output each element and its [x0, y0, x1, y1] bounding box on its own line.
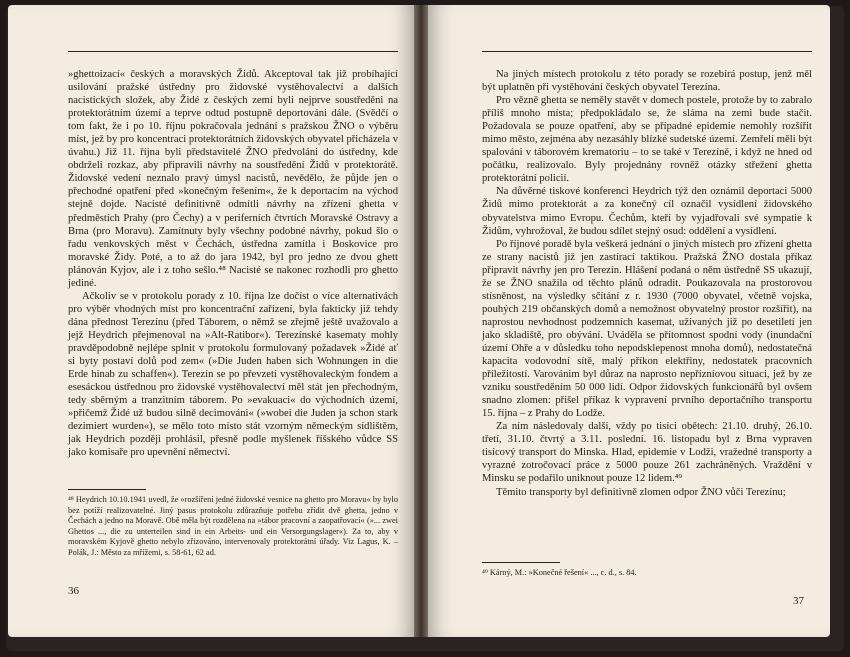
- footnote-48: ⁴⁸ Heydrich 10.10.1941 uvedl, že »rozšíření jedné židovské vesnice na ghetto pro Moravu« by bylo bez potíží realizovatelné. Jiný pasus protokolu zdůrazňuje potřebu zřídit dvě ghetta, jedno v Čechách a jedno na Moravě. Obě měla být rozdělena na »tábor pracovní a zaopatřovací« (»... zwei Ghettos ..., die zu unterteilen sind in ein Arbeits- und ein Versorgungslager«). Za to, aby v moravském Kyjově ghetto nebylo zřizováno, intervenovaly protektorátní úřady. Viz Lagus, K. – Polák, J.: Město za mřížemi, s. 58-61, 62 ad.: [68, 495, 398, 557]
- left-page: [8, 5, 414, 637]
- footnote-rule: [68, 489, 146, 490]
- paragraph: Na jiných místech protokolu z této porady se rozebírá postup, jenž měl být uplatněn při vystěhování českých obyvatel Terezína.: [482, 69, 812, 94]
- right-body-text: [482, 68, 812, 499]
- paragraph: »ghettoizací« českých a moravských Židů. Akceptoval tak již probíhající usilování pražské ústředny pro židovské vystěhovalectví a dalších nacistických složek, aby Židé z českých zemí byli nejprve soustředěni na protektorátním území a teprve odtud postupně deportováni dále. (Svědčí o tom fakt, že i po 10. říjnu pokračovala jednání s pražskou ŽNO o výběru míst, jež by pro koncentraci protektorátních židovských obyvatel přicházela v úvahu.) Již 11. října byli představitelé ŽNO předvoláni do ústředny, kde obdrželi rozkaz, aby připravili návrhy na soustředění Židů v protektorátě. Židovské vedení neznalo pravý úmysl nacistů, nevědělo, že půjde jen o přechodné opatření před »konečným řešením«, že k deportacím na východ stejně dojde. Nacisté definitivně odmítli návrhy na zřízení ghetta v předměstích Prahy (pro Čechy) a v periferních čtvrtích Moravské Ostravy a Brna (pro Moravu). Zamítnuty byly všechny podobné návrhy, pokud šlo o řadu venkovských měst v Čechách, ústředna zamítla i Boskovice pro moravské Židy. Poté, a to až do jara 1942, byl pro jedno ze dvou ghett plánován Kyjov, ale i z toho sešlo.⁴⁸ Nacisté se nakonec rozhodli pro ghetto jediné.: [68, 69, 398, 289]
- right-page: [428, 5, 830, 637]
- paragraph: Ačkoliv se v protokolu porady z 10. října lze dočíst o více alternativách pro výběr vhodných míst pro koncentrační zařízení, byla fakticky již tehdy dána přednost Terezínu (před Táborem, o němž se zřejmě ještě uvažovalo a jejž Heydrich přejmenoval na »Alt-Ratibor«). Terezínské kasematy mohly pravděpodobně nejlépe splnit v protokolu formulovaný požadavek »Židé ať si byty postaví dolů pod zem« (»Die Juden haben sich Wohnungen in die Erde hinab zu schaffen«). Terezín se po převzetí vystěhovaleckým fondem a esesáckou ústřednou pro židovské vystěhovalectví měl stát jen přechodným, tedy sběrným a tranzitním táborem. Po »evakuaci« do východních území, »přičemž Židé už budou silně decimováni« (»wobei die Juden ja schon stark dezimiert wurden«), se mělo toto místo stát vzorným německým sídlištěm, jak Heydrich později prohlásil, přesně podle myšlenek říšského vůdce SS jako komisaře pro upevnění němectví.: [68, 290, 398, 459]
- left-body-text: [68, 68, 398, 459]
- paragraph: Těmito transporty byl definitivně zlomen odpor ŽNO vůči Terezínu;: [496, 486, 786, 498]
- left-footnote: [68, 495, 398, 559]
- paragraph: Po říjnové poradě byla veškerá jednání o jiných místech pro zřízení ghetta ze strany nacistů již jen zastírací taktikou. Pražská ŽNO dostala příkaz připravit návrhy jen pro Terezín. Hlášení podaná o něm ústředně SS ukazují, že se ŽNO snažila od těchto plánů odradit. Poukazovala na prostorovou stísněnost, na výsledky sčítání z r. 1930 (7000 obyvatel, včetně vojska, pouhých 219 občanských domů a nemožnost obyvatelný prostor rozšířit), na naprostou nevhodnost podzemních kasemat, užívaných již po desetiletí jen jako skladiště, pro obývání. Uváděla se přítomnost spodní vody (inundační území Ohře a v důsledku toho nepodsklepenost mnoha domů), nedostatečná kapacita vodovodní sítě, malý příkon elektřiny, nedostatek pracovních příležitostí. Varovánim byl důraz na naprosto nepřízníovou situaci, jež by ze vzniku soustředěním 50 000 lidí. Odpor židovských funkcionářů byl ovšem snadno zlomen: přišel příkaz k vypravení prvního deportačního transportu 15. října – z Prahy do Lodže.: [482, 238, 812, 420]
- footnote-49: ⁴⁹ Kárný, M.: »Konečné řešení« ..., c. d., s. 84.: [482, 568, 637, 577]
- page-number-left: 36: [68, 585, 79, 597]
- right-footnote: [482, 568, 812, 579]
- book-gutter: [414, 5, 428, 637]
- paragraph: Na důvěrné tiskové konferenci Heydrich týž den oznámil deportaci 5000 Židů mimo protektorát a za konečný cíl označil vysídlení židovského obyvatelstva mimo Evropu. Čechům, kteří by vyjadřovali své sympatie k Židům, vyhrožoval, že budou sdílet stejný osud: oddělení a vysídlení.: [482, 186, 812, 237]
- paragraph: Za ním následovaly další, vždy po tisíci obětech: 21.10. druhý, 26.10. třetí, 31.10. čtvrtý a 3.11. poslední. 16. listopadu byl z Brna vypraven tisícový transport do Minska. Hlad, epidemie v Lodži, vražedné transporty a vyrazné zotročovací práce z 5000 pouze 261 zachráněných. Vraždění v Minsku se podařilo uniknout pouze 12 lidem.⁴⁹: [482, 421, 812, 485]
- footnote-rule: [482, 562, 560, 563]
- page-number-right: 37: [793, 595, 804, 607]
- header-rule: [482, 51, 812, 52]
- header-rule: [68, 51, 398, 52]
- paragraph: Pro vězně ghetta se neměly stavět v domech postele, protože by to zabralo příliš mnoho místa; předpokládalo se, že sláma na zemi bude stačit. Požadovala se pouze opatření, aby se případné epidemie nemohly rozšířit mimo město, zejména aby nezasáhly blízké sudetské území. Zemřelí měli být spalováni v táborovém krematoriu – to se také v Terezíně, i když ne hned od počátku, realizovalo. Byly projednány rovněž otázky střežení ghetta protektorátní policií.: [482, 95, 812, 185]
